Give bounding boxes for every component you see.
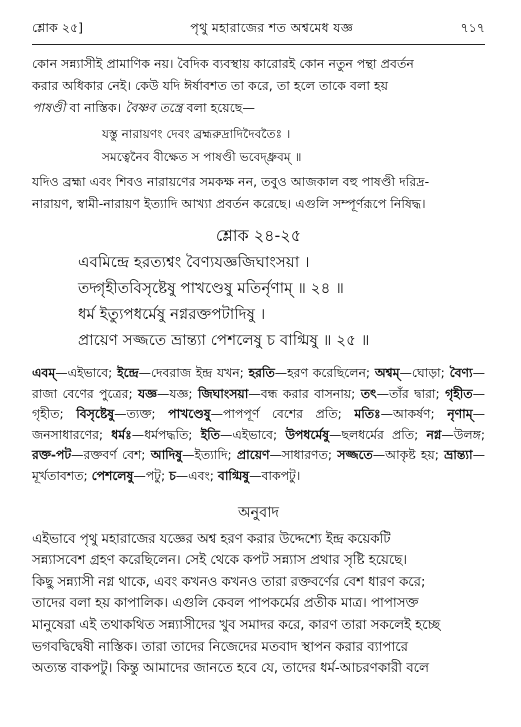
synonym-entry: জিঘাংসয়া—বন্ধ করার বাসনায়; — [198, 385, 361, 401]
synonym-meaning: রাজা বেণের পুত্রের — [32, 385, 129, 401]
chapter-title: পৃথু মহারাজের শত অশ্বমেধ যজ্ঞ — [190, 20, 354, 35]
synonym-word: গৃহীত — [445, 385, 473, 401]
synonym-meaning: বাকপটু — [261, 467, 296, 483]
synonym-entry: উপধর্মেষু—ছলধর্মের প্রতি; — [285, 426, 427, 442]
synonym-entry: নৃণাম্—জনসাধারণের; — [32, 406, 485, 442]
synonym-meaning: আকর্ষণ — [393, 406, 431, 422]
sloka-line: প্রায়েণ সজ্জতে ভ্রান্ত্যা পেশলেষু চ বাগ্মিষু ॥ ২৫ ॥ — [78, 331, 370, 349]
synonym-meaning: বন্ধ করার বাসনায় — [260, 385, 352, 401]
translation-line: মানুষেরা এই তথাকথিত সন্ন্যাসীদের খুব সমাদর করে, কারণ তারা সকলেই হচ্ছে — [32, 617, 441, 633]
vaishnava-tantra-term: বৈষ্ণব তন্ত্রে — [125, 100, 183, 115]
synonyms-block — [32, 363, 485, 487]
purport-closing — [32, 171, 485, 215]
synonym-word: বাগ্মিষু — [217, 467, 250, 483]
synonym-entry: পেশলেষু—পটু; — [91, 467, 170, 483]
synonym-meaning: উলঙ্গ — [453, 426, 481, 442]
translation-line: ভগবদ্বিদ্বেষী নাস্তিক। তারা তাদের নিজেদের মতবাদ স্থাপন করার ব্যাপারে — [32, 639, 408, 655]
synonym-entry: বিসৃষ্টেষু—ত্যক্ত; — [76, 406, 169, 422]
synonym-word: পেশলেষু — [91, 467, 134, 483]
synonym-entry: বাগ্মিষু—বাকপটু। — [217, 467, 301, 483]
synonym-meaning: মূর্খতাবশত — [32, 467, 84, 483]
synonym-word: অশ্বম্ — [374, 365, 400, 380]
pashandi-term: পাষণ্ডী — [32, 100, 66, 115]
synonym-word: হরতি — [248, 365, 275, 380]
synonym-word: নৃণাম্ — [447, 406, 473, 422]
synonym-meaning: দেবরাজ ইন্দ্র যখন — [150, 365, 240, 380]
synonym-word: পাখণ্ডেষু — [168, 406, 211, 422]
translation-title: অনুবাদ — [237, 504, 280, 521]
synonym-entry: অশ্বম্—ঘোড়া; — [374, 365, 450, 380]
synonym-entry: নগ্ন—উলঙ্গ; — [426, 426, 486, 442]
synonym-entry: চ—এবং; — [169, 467, 218, 483]
translation-block — [32, 529, 485, 680]
synonym-word: রক্ত-পট — [32, 447, 72, 463]
synonym-meaning: ঘোড়া — [411, 365, 441, 380]
synonym-word: জিঘাংসয়া — [198, 385, 249, 401]
synonym-entry: ইতি—এইভাবে; — [200, 426, 286, 442]
synonym-meaning: আকৃষ্ট হয় — [385, 447, 435, 463]
synonym-word: এবম্ — [32, 365, 56, 380]
purport-text: বলা হয়েছে— — [182, 100, 256, 115]
synonym-meaning: পটু — [145, 467, 161, 483]
sloka-line: এবমিন্দ্রে হরত্যশ্বং বৈণ্যযজ্ঞজিঘাংসয়া । — [78, 253, 310, 271]
synonym-meaning: এবং — [188, 467, 210, 483]
synonym-entry: আদিষু—ইত্যাদি; — [150, 447, 237, 463]
synonym-word: যজ্ঞ — [138, 385, 158, 401]
purport-section — [32, 53, 485, 215]
synonym-meaning: ইত্যাদি — [194, 447, 228, 463]
page-number: ৭১৭ — [460, 20, 485, 35]
synonym-word: ভ্রান্ত্যা — [444, 447, 473, 463]
quote-line: যস্তু নারায়ণং দেবং ব্রহ্মরুদ্রাদিদৈবতৈঃ । — [102, 127, 291, 141]
purport-line: নারায়ণ, স্বামী-নারায়ণ ইত্যাদি আখ্যা প্রবর্তন করেছে। এগুলি সম্পূর্ণরূপে নিষিদ্ধ। — [32, 196, 426, 211]
purport-line: কোন সন্ন্যাসীই প্রামাণিক নয়। বৈদিক ব্যবস্থায় কারোরই কোন নতুন পন্থা প্রবর্তন — [32, 56, 414, 71]
synonym-word: বিসৃষ্টেষু — [76, 406, 115, 422]
purport-paragraph — [32, 53, 485, 119]
synonym-word: উপধর্মেষু — [285, 426, 330, 442]
synonym-entry: হরতি—হরণ করেছিলেন; — [248, 365, 375, 380]
synonym-entry: সজ্জতে—আকৃষ্ট হয়; — [337, 447, 445, 463]
synonym-word: মতিঃ — [354, 406, 381, 422]
synonym-word: ধর্মঃ — [111, 426, 132, 442]
sloka-line: তদ্গৃহীতবিসৃষ্টেষু পাখণ্ডেষু মতির্নৃণাম্ ॥ ২৪ ॥ — [78, 279, 344, 297]
synonym-word: নগ্ন — [426, 426, 442, 442]
sloka-verse — [78, 249, 485, 353]
verse-reference: শ্লোক ২৫] — [32, 20, 84, 35]
purport-line: করার অধিকার নেই। কেউ যদি ঈর্ষাবশত তা করে, তা হলে তাকে বলা হয় — [32, 78, 389, 93]
synonym-entry: রক্ত-পট—রক্তবর্ণ বেশ; — [32, 447, 151, 463]
synonym-meaning: ত্যক্ত — [126, 406, 152, 422]
translation-line: সন্ন্যাসবেশ গ্রহণ করেছিলেন। সেই থেকে কপট সন্ন্যাস প্রথার সৃষ্টি হয়েছে। — [32, 553, 408, 569]
synonym-word: আদিষু — [150, 447, 183, 463]
synonym-entry: ভ্রান্ত্যা—মূর্খতাবশত; — [32, 447, 485, 483]
synonym-word: চ — [169, 467, 176, 483]
synonym-entry: পাখণ্ডেষু—পাপপূর্ণ বেশের প্রতি; — [168, 406, 355, 422]
synonym-entry: এবম্—এইভাবে; — [32, 365, 118, 380]
synonym-entry: যজ্ঞ—যজ্ঞ; — [138, 385, 199, 401]
synonym-entry: বৈণ্য—রাজা বেণের পুত্রের; — [32, 365, 485, 401]
synonym-meaning: এইভাবে — [232, 426, 273, 442]
synonym-meaning: সাধারণত — [281, 447, 328, 463]
quoted-verse — [102, 123, 485, 169]
synonym-meaning: তাঁর দ্বারা — [389, 385, 436, 401]
header-rule — [32, 44, 485, 45]
synonym-entry: গৃহীত—গৃহীত; — [32, 385, 485, 422]
translation-line: অত্যন্ত বাকপটু। কিন্তু আমাদের জানতে হবে যে, তাদের ধর্ম-আচরণকারী বলে — [32, 661, 429, 677]
synonym-entry: ইন্দ্রে—দেবরাজ ইন্দ্র যখন; — [117, 365, 249, 380]
synonym-word: ইতি — [200, 426, 220, 442]
synonym-word: তৎ — [360, 385, 377, 401]
running-header — [32, 20, 485, 42]
synonym-word: প্রায়েণ — [236, 447, 270, 463]
translation-line: কিছু সন্ন্যাসী নগ্ন থাকে, এবং কখনও কখনও তারা রক্তবর্ণের বেশ ধারণ করে; — [32, 574, 426, 590]
purport-text: বা নাস্তিক। — [65, 100, 126, 115]
synonym-meaning: ছলধর্মের প্রতি — [341, 426, 415, 442]
synonym-meaning: জনসাধারণের — [32, 426, 99, 442]
sloka-title: শ্লোক ২৪-২৫ — [215, 226, 302, 245]
synonym-entry: তৎ—তাঁর দ্বারা; — [360, 385, 446, 401]
synonym-word: বৈণ্য — [449, 365, 473, 380]
synonym-meaning: যজ্ঞ — [169, 385, 189, 401]
sloka-line: ধর্ম ইত্যুপধর্মেষু নগ্নরক্তপটাদিষু । — [78, 305, 266, 323]
synonym-meaning: গৃহীত — [32, 406, 60, 422]
translation-line: এইভাবে পৃথু মহারাজের যজ্ঞের অশ্ব হরণ করার উদ্দেশ্যে ইন্দ্র কয়েকটি — [32, 531, 391, 547]
synonym-entry: ধর্মঃ—ধর্মপদ্ধতি; — [111, 426, 201, 442]
synonym-meaning: হরণ করেছিলেন — [287, 365, 366, 380]
synonym-meaning: পাপপূর্ণ বেশের প্রতি — [223, 406, 338, 422]
synonym-meaning: এইভাবে — [67, 365, 109, 380]
quote-line: সমত্বেনৈব বীক্ষেত স পাষণ্ডী ভবেদ্ধ্রুবম্ ॥ — [102, 150, 302, 164]
synonym-word: ইন্দ্রে — [117, 365, 139, 380]
translation-line: তাদের বলা হয় কাপালিক। এগুলি কেবল পাপকর্মের প্রতীক মাত্র। পাপাসক্ত — [32, 596, 419, 612]
synonym-word: সজ্জতে — [337, 447, 373, 463]
purport-line: যদিও ব্রহ্মা এবং শিবও নারায়ণের সমকক্ষ নন, তবুও আজকাল বহু পাষণ্ডী দরিদ্র- — [32, 174, 430, 189]
synonym-meaning: রক্তবর্ণ বেশ — [83, 447, 142, 463]
synonym-entry: মতিঃ—আকর্ষণ; — [354, 406, 448, 422]
synonym-entry: প্রায়েণ—সাধারণত; — [236, 447, 338, 463]
synonym-meaning: ধর্মপদ্ধতি — [144, 426, 189, 442]
